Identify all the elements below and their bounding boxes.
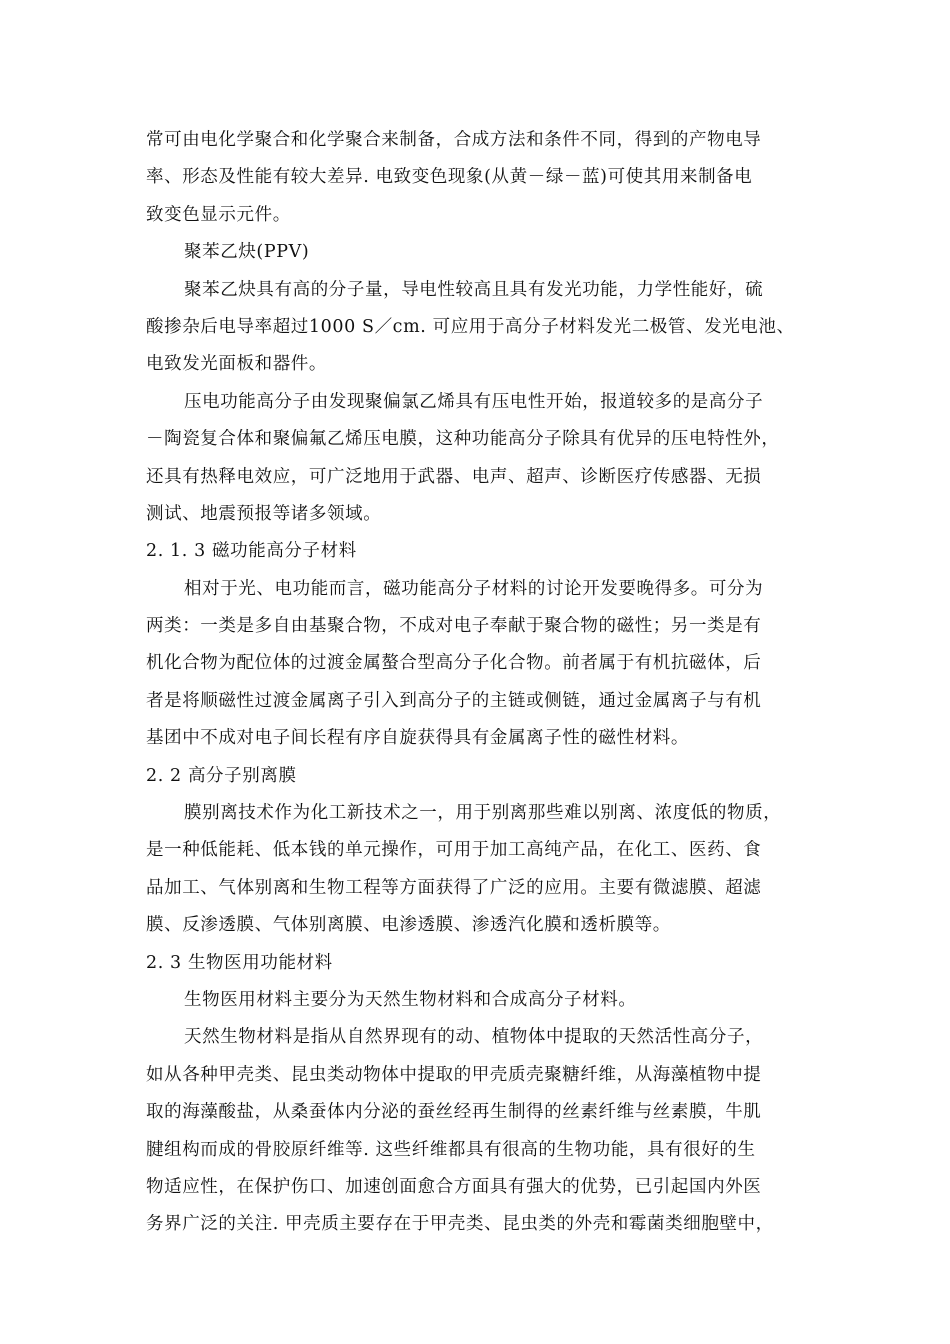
text-line: 如从各种甲壳类、昆虫类动物体中提取的甲壳质壳聚糖纤维，从海藻植物中提	[146, 1064, 762, 1085]
text-line: 致变色显示元件。	[146, 204, 291, 225]
text-line: 生物医用材料主要分为天然生物材料和合成高分子材料。	[184, 989, 637, 1010]
text-line: 膜别离技术作为化工新技术之一，用于别离那些难以别离、浓度低的物质，	[184, 803, 782, 824]
text-line: 聚苯乙炔具有高的分子量，导电性较高且具有发光功能，力学性能好，硫	[184, 279, 764, 300]
text-line: 压电功能高分子由发现聚偏氯乙烯具有压电性开始，报道较多的是高分子	[184, 391, 764, 412]
text-line: －陶瓷复合体和聚偏氟乙烯压电膜，这种功能高分子除具有优异的压电特性外，	[146, 429, 780, 450]
text-line: 2. 3 生物医用功能材料	[146, 952, 333, 973]
text-line: 酸掺杂后电导率超过1000 S／cm. 可应用于高分子材料发光二极管、发光电池、	[146, 316, 795, 337]
text-line: 测试、地震预报等诸多领域。	[146, 503, 382, 524]
text-line: 膜、反渗透膜、气体别离膜、电渗透膜、渗透汽化膜和透析膜等。	[146, 915, 671, 936]
text-line: 品加工、气体别离和生物工程等方面获得了广泛的应用。主要有微滤膜、超滤	[146, 877, 762, 898]
text-line: 聚苯乙炔(PPV)	[184, 242, 310, 263]
document-page	[146, 122, 806, 1244]
text-line: 基团中不成对电子间长程有序自旋获得具有金属离子性的磁性材料。	[146, 728, 689, 749]
text-line: 物适应性，在保护伤口、加速创面愈合方面具有强大的优势，已引起国内外医	[146, 1176, 762, 1197]
text-line: 2. 2 高分子别离膜	[146, 765, 297, 786]
text-line: 率、形态及性能有较大差异. 电致变色现象(从黄－绿－蓝)可使其用来制备电	[146, 167, 753, 188]
text-line: 务界广泛的关注. 甲壳质主要存在于甲壳类、昆虫类的外壳和霉菌类细胞壁中，	[146, 1214, 774, 1235]
text-line: 相对于光、电功能而言，磁功能高分子材料的讨论开发要晚得多。可分为	[184, 578, 764, 599]
text-line: 还具有热释电效应，可广泛地用于武器、电声、超声、诊断医疗传感器、无损	[146, 466, 762, 487]
text-line: 取的海藻酸盐，从桑蚕体内分泌的蚕丝经再生制得的丝素纤维与丝素膜，牛肌	[146, 1102, 762, 1123]
text-line: 天然生物材料是指从自然界现有的动、植物体中提取的天然活性高分子，	[184, 1027, 764, 1048]
text-line: 是一种低能耗、低本钱的单元操作，可用于加工高纯产品，在化工、医药、食	[146, 840, 762, 861]
text-line: 电致发光面板和器件。	[146, 354, 327, 375]
text-line: 机化合物为配位体的过渡金属螯合型高分子化合物。前者属于有机抗磁体，后	[146, 653, 762, 674]
text-line: 两类：一类是多自由基聚合物，不成对电子奉献于聚合物的磁性；另一类是有	[146, 616, 762, 637]
text-line: 2. 1. 3 磁功能高分子材料	[146, 541, 357, 562]
text-line: 者是将顺磁性过渡金属离子引入到高分子的主链或侧链，通过金属离子与有机	[146, 690, 762, 711]
text-line: 腱组构而成的骨胶原纤维等. 这些纤维都具有很高的生物功能，具有很好的生	[146, 1139, 756, 1160]
text-line: 常可由电化学聚合和化学聚合来制备，合成方法和条件不同，得到的产物电导	[146, 130, 762, 150]
